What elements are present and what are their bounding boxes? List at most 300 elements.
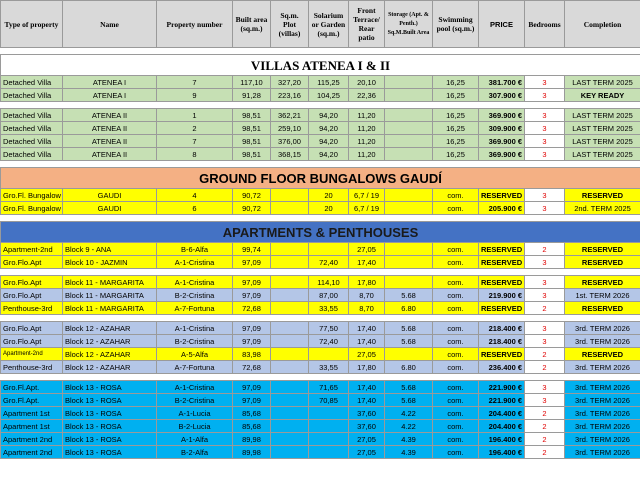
bedrooms: 3	[525, 148, 565, 161]
storage-area: 5.68	[385, 322, 433, 335]
property-name: ATENEA I	[63, 76, 157, 89]
property-number: A-1-Cristina	[157, 256, 233, 269]
property-number: A-1-Lucia	[157, 407, 233, 420]
col-header-storage: Storage (Apt. & Penth.) Sq.M.Built Area	[385, 1, 433, 48]
plot-area: 223,16	[271, 89, 309, 102]
terrace-area: 17,40	[349, 322, 385, 335]
built-area: 98,51	[233, 109, 271, 122]
built-area: 97,09	[233, 394, 271, 407]
pool-area: com.	[433, 322, 479, 335]
bedrooms: 2	[525, 433, 565, 446]
terrace-area: 11,20	[349, 122, 385, 135]
property-type: Apartment-2nd	[1, 243, 63, 256]
bedrooms: 3	[525, 135, 565, 148]
built-area: 72,68	[233, 302, 271, 315]
col-header-price: PRICE	[479, 1, 525, 48]
storage-area: 5.68	[385, 381, 433, 394]
garden-area	[309, 420, 349, 433]
property-type: Penthouse-3rd	[1, 302, 63, 315]
property-number: 4	[157, 189, 233, 202]
completion: LAST TERM 2025	[565, 109, 640, 122]
bedrooms: 2	[525, 407, 565, 420]
completion: RESERVED	[565, 276, 640, 289]
section-header-villas	[1, 55, 640, 76]
completion: LAST TERM 2025	[565, 122, 640, 135]
garden-area: 72,40	[309, 335, 349, 348]
price: 204.400 €	[479, 420, 525, 433]
pool-area: com.	[433, 407, 479, 420]
terrace-area: 6,7 / 19	[349, 202, 385, 215]
price: 369.900 €	[479, 109, 525, 122]
property-type: Gro.Fl. Bungalow	[1, 189, 63, 202]
property-number: 6	[157, 202, 233, 215]
completion: 1st. TERM 2026	[565, 289, 640, 302]
property-number: 2	[157, 122, 233, 135]
pool-area: com.	[433, 394, 479, 407]
bedrooms: 3	[525, 276, 565, 289]
completion: LAST TERM 2025	[565, 135, 640, 148]
built-area: 90,72	[233, 189, 271, 202]
property-name: ATENEA II	[63, 135, 157, 148]
completion: RESERVED	[565, 243, 640, 256]
property-number: A-7-Fortuna	[157, 361, 233, 374]
plot-area	[271, 202, 309, 215]
col-header-built: Built area (sq.m.)	[233, 1, 271, 48]
completion: 3rd. TERM 2026	[565, 407, 640, 420]
plot-area	[271, 361, 309, 374]
pool-area: com.	[433, 189, 479, 202]
garden-area: 72,40	[309, 256, 349, 269]
built-area: 97,09	[233, 276, 271, 289]
terrace-area: 11,20	[349, 109, 385, 122]
terrace-area: 8,70	[349, 302, 385, 315]
storage-area	[385, 276, 433, 289]
property-type: Gro.Flo.Apt	[1, 289, 63, 302]
pool-area: com.	[433, 256, 479, 269]
built-area: 99,74	[233, 243, 271, 256]
built-area: 97,09	[233, 322, 271, 335]
terrace-area: 6,7 / 19	[349, 189, 385, 202]
pool-area: com.	[433, 446, 479, 459]
garden-area	[309, 348, 349, 361]
bedrooms: 3	[525, 189, 565, 202]
bedrooms: 3	[525, 109, 565, 122]
price: 309.900 €	[479, 122, 525, 135]
storage-area: 4.39	[385, 446, 433, 459]
property-type: Apartment 2nd	[1, 433, 63, 446]
bedrooms: 3	[525, 256, 565, 269]
pool-area: com.	[433, 433, 479, 446]
col-header-number: Property number	[157, 1, 233, 48]
property-number: A-1-Cristina	[157, 276, 233, 289]
price: 236.400 €	[479, 361, 525, 374]
pool-area: com.	[433, 289, 479, 302]
table-row[interactable]	[1, 433, 640, 446]
property-name: Block 13 - ROSA	[63, 394, 157, 407]
property-name: Block 12 - AZAHAR	[63, 348, 157, 361]
terrace-area: 27,05	[349, 433, 385, 446]
property-type: Detached Villa	[1, 109, 63, 122]
property-name: ATENEA II	[63, 109, 157, 122]
col-header-garden: Solarium or Garden (sq.m.)	[309, 1, 349, 48]
plot-area: 259,10	[271, 122, 309, 135]
table-row[interactable]	[1, 322, 640, 335]
property-type: Gro.Flo.Apt	[1, 322, 63, 335]
property-type: Detached Villa	[1, 89, 63, 102]
bedrooms: 3	[525, 322, 565, 335]
bedrooms: 3	[525, 89, 565, 102]
terrace-area: 8,70	[349, 289, 385, 302]
property-type: Gro.Flo.Apt	[1, 335, 63, 348]
header-row	[1, 1, 640, 48]
built-area: 85,68	[233, 407, 271, 420]
terrace-area: 27,05	[349, 446, 385, 459]
bedrooms: 2	[525, 348, 565, 361]
property-name: Block 9 - ANA	[63, 243, 157, 256]
storage-area	[385, 189, 433, 202]
property-name: Block 13 - ROSA	[63, 381, 157, 394]
garden-area: 115,25	[309, 76, 349, 89]
property-type: Apartment-2nd	[1, 348, 63, 361]
pool-area: com.	[433, 302, 479, 315]
pool-area: com.	[433, 348, 479, 361]
bedrooms: 2	[525, 446, 565, 459]
pool-area: 16,25	[433, 122, 479, 135]
table-row[interactable]	[1, 256, 640, 269]
table-row[interactable]	[1, 109, 640, 122]
terrace-area: 22,36	[349, 89, 385, 102]
table-row[interactable]	[1, 446, 640, 459]
built-area: 98,51	[233, 135, 271, 148]
pool-area: com.	[433, 335, 479, 348]
plot-area	[271, 348, 309, 361]
storage-area: 6.80	[385, 361, 433, 374]
property-type: Gro.Flo.Apt	[1, 256, 63, 269]
section-header-apartments	[1, 222, 640, 243]
completion: 3rd. TERM 2026	[565, 335, 640, 348]
built-area: 72,68	[233, 361, 271, 374]
table-row[interactable]	[1, 122, 640, 135]
storage-area	[385, 256, 433, 269]
terrace-area: 27,05	[349, 243, 385, 256]
storage-area	[385, 109, 433, 122]
plot-area: 368,15	[271, 148, 309, 161]
terrace-area: 37,60	[349, 420, 385, 433]
plot-area	[271, 276, 309, 289]
terrace-area: 17,40	[349, 381, 385, 394]
property-name: Block 13 - ROSA	[63, 446, 157, 459]
storage-area	[385, 348, 433, 361]
built-area: 90,72	[233, 202, 271, 215]
garden-area: 77,50	[309, 322, 349, 335]
built-area: 91,28	[233, 89, 271, 102]
completion: LAST TERM 2025	[565, 76, 640, 89]
garden-area: 94,20	[309, 122, 349, 135]
property-name: Block 13 - ROSA	[63, 407, 157, 420]
table-row[interactable]	[1, 302, 640, 315]
plot-area	[271, 289, 309, 302]
price: RESERVED	[479, 243, 525, 256]
property-type: Detached Villa	[1, 148, 63, 161]
garden-area: 20	[309, 189, 349, 202]
price: 369.900 €	[479, 135, 525, 148]
garden-area	[309, 433, 349, 446]
col-header-type: Type of property	[1, 1, 63, 48]
terrace-area: 11,20	[349, 135, 385, 148]
property-name: GAUDI	[63, 189, 157, 202]
garden-area	[309, 407, 349, 420]
section-title: VILLAS ATENEA I & II	[1, 55, 640, 76]
pool-area: 16,25	[433, 76, 479, 89]
col-header-terrace: Front Terrace/ Rear patio	[349, 1, 385, 48]
plot-area	[271, 381, 309, 394]
table-row[interactable]	[1, 348, 640, 361]
property-type: Apartment 1st	[1, 420, 63, 433]
garden-area: 114,10	[309, 276, 349, 289]
property-type: Apartment 2nd	[1, 446, 63, 459]
pool-area: 16,25	[433, 89, 479, 102]
price: 196.400 €	[479, 446, 525, 459]
terrace-area: 20,10	[349, 76, 385, 89]
bedrooms: 3	[525, 289, 565, 302]
property-number: B-6-Alfa	[157, 243, 233, 256]
property-type: Gro.Fl.Apt.	[1, 394, 63, 407]
completion: 3rd. TERM 2026	[565, 433, 640, 446]
property-number: 8	[157, 148, 233, 161]
completion: RESERVED	[565, 302, 640, 315]
section-title: GROUND FLOOR BUNGALOWS GAUDÍ	[1, 168, 640, 189]
built-area: 83,98	[233, 348, 271, 361]
property-number: B-2-Cristina	[157, 289, 233, 302]
completion: 3rd. TERM 2026	[565, 381, 640, 394]
col-header-completion: Completion	[565, 1, 640, 48]
col-header-bedrooms: Bedrooms	[525, 1, 565, 48]
terrace-area: 17,40	[349, 394, 385, 407]
property-name: Block 11 - MARGARITA	[63, 276, 157, 289]
plot-area: 327,20	[271, 76, 309, 89]
property-number: 7	[157, 135, 233, 148]
table-row[interactable]	[1, 420, 640, 433]
built-area: 97,09	[233, 335, 271, 348]
terrace-area: 17,40	[349, 256, 385, 269]
property-number: B-2-Cristina	[157, 335, 233, 348]
bedrooms: 2	[525, 361, 565, 374]
completion: 3rd. TERM 2026	[565, 322, 640, 335]
completion: 3rd. TERM 2026	[565, 361, 640, 374]
property-number: B-2-Lucia	[157, 420, 233, 433]
storage-area	[385, 148, 433, 161]
table-row[interactable]	[1, 135, 640, 148]
plot-area	[271, 433, 309, 446]
table-row[interactable]	[1, 361, 640, 374]
built-area: 85,68	[233, 420, 271, 433]
terrace-area: 17,80	[349, 361, 385, 374]
pool-area: 16,25	[433, 135, 479, 148]
property-name: Block 13 - ROSA	[63, 433, 157, 446]
table-row[interactable]	[1, 394, 640, 407]
garden-area: 104,25	[309, 89, 349, 102]
garden-area: 33,55	[309, 302, 349, 315]
section-header-bungalows	[1, 168, 640, 189]
property-name: Block 11 - MARGARITA	[63, 289, 157, 302]
property-type: Gro.Fl. Bungalow	[1, 202, 63, 215]
completion: KEY READY	[565, 89, 640, 102]
table-row[interactable]	[1, 148, 640, 161]
pool-area: com.	[433, 276, 479, 289]
bedrooms: 2	[525, 302, 565, 315]
garden-area: 94,20	[309, 109, 349, 122]
price: 221.900 €	[479, 394, 525, 407]
plot-area	[271, 256, 309, 269]
price: 219.900 €	[479, 289, 525, 302]
plot-area	[271, 302, 309, 315]
property-number: B-2-Cristina	[157, 394, 233, 407]
plot-area	[271, 243, 309, 256]
garden-area: 20	[309, 202, 349, 215]
garden-area: 70,85	[309, 394, 349, 407]
completion: 2nd. TERM 2025	[565, 202, 640, 215]
property-name: ATENEA II	[63, 122, 157, 135]
table-row[interactable]	[1, 276, 640, 289]
plot-area	[271, 394, 309, 407]
storage-area: 4.22	[385, 407, 433, 420]
table-row[interactable]	[1, 381, 640, 394]
table-row[interactable]	[1, 76, 640, 89]
built-area: 89,98	[233, 446, 271, 459]
storage-area	[385, 122, 433, 135]
bedrooms: 2	[525, 420, 565, 433]
property-number: A-1-Cristina	[157, 381, 233, 394]
plot-area	[271, 335, 309, 348]
property-name: GAUDI	[63, 202, 157, 215]
price: 221.900 €	[479, 381, 525, 394]
property-name: ATENEA I	[63, 89, 157, 102]
pool-area: com.	[433, 361, 479, 374]
storage-area	[385, 76, 433, 89]
property-number: 7	[157, 76, 233, 89]
storage-area: 4.22	[385, 420, 433, 433]
property-number: A-1-Alfa	[157, 433, 233, 446]
property-type: Gro.Fl.Apt.	[1, 381, 63, 394]
bedrooms: 3	[525, 394, 565, 407]
built-area: 97,09	[233, 256, 271, 269]
price: 218.400 €	[479, 322, 525, 335]
price: 204.400 €	[479, 407, 525, 420]
property-name: Block 13 - ROSA	[63, 420, 157, 433]
completion: RESERVED	[565, 189, 640, 202]
completion: LAST TERM 2025	[565, 148, 640, 161]
plot-area	[271, 322, 309, 335]
price: 196.400 €	[479, 433, 525, 446]
storage-area	[385, 89, 433, 102]
table-row[interactable]	[1, 335, 640, 348]
garden-area: 33,55	[309, 361, 349, 374]
bedrooms: 3	[525, 335, 565, 348]
property-number: A-7-Fortuna	[157, 302, 233, 315]
price: 307.900 €	[479, 89, 525, 102]
bedrooms: 3	[525, 76, 565, 89]
col-header-pool: Swimming pool (sq.m.)	[433, 1, 479, 48]
storage-area	[385, 135, 433, 148]
plot-area	[271, 446, 309, 459]
pool-area: com.	[433, 420, 479, 433]
price: 381.700 €	[479, 76, 525, 89]
built-area: 98,51	[233, 148, 271, 161]
property-type: Gro.Flo.Apt	[1, 276, 63, 289]
price: 369.900 €	[479, 148, 525, 161]
plot-area	[271, 407, 309, 420]
garden-area: 94,20	[309, 148, 349, 161]
plot-area	[271, 420, 309, 433]
built-area: 97,09	[233, 381, 271, 394]
table-row[interactable]	[1, 89, 640, 102]
built-area: 97,09	[233, 289, 271, 302]
property-number: A-1-Cristina	[157, 322, 233, 335]
property-name: Block 12 - AZAHAR	[63, 361, 157, 374]
storage-area	[385, 202, 433, 215]
table-row[interactable]	[1, 202, 640, 215]
terrace-area: 11,20	[349, 148, 385, 161]
price: 205.900 €	[479, 202, 525, 215]
garden-area	[309, 243, 349, 256]
price: RESERVED	[479, 276, 525, 289]
completion: RESERVED	[565, 348, 640, 361]
pool-area: com.	[433, 202, 479, 215]
section-title: APARTMENTS & PENTHOUSES	[1, 222, 640, 243]
property-name: Block 11 - MARGARITA	[63, 302, 157, 315]
plot-area: 362,21	[271, 109, 309, 122]
property-type: Detached Villa	[1, 122, 63, 135]
col-header-plot: Sq.m. Plot (villas)	[271, 1, 309, 48]
storage-area: 5.68	[385, 335, 433, 348]
storage-area	[385, 243, 433, 256]
completion: 3rd. TERM 2026	[565, 420, 640, 433]
completion: RESERVED	[565, 256, 640, 269]
terrace-area: 37,60	[349, 407, 385, 420]
garden-area: 71,65	[309, 381, 349, 394]
terrace-area: 17,80	[349, 276, 385, 289]
property-number: B-2-Alfa	[157, 446, 233, 459]
built-area: 117,10	[233, 76, 271, 89]
garden-area	[309, 446, 349, 459]
storage-area: 5.68	[385, 289, 433, 302]
property-number: 9	[157, 89, 233, 102]
property-type: Detached Villa	[1, 76, 63, 89]
bedrooms: 3	[525, 381, 565, 394]
property-number: A-5-Alfa	[157, 348, 233, 361]
price: RESERVED	[479, 256, 525, 269]
property-name: Block 12 - AZAHAR	[63, 335, 157, 348]
table-row[interactable]	[1, 407, 640, 420]
property-type: Apartment 1st	[1, 407, 63, 420]
garden-area: 87,00	[309, 289, 349, 302]
bedrooms: 3	[525, 202, 565, 215]
completion: 3rd. TERM 2026	[565, 394, 640, 407]
terrace-area: 27,05	[349, 348, 385, 361]
table-row[interactable]	[1, 189, 640, 202]
garden-area: 94,20	[309, 135, 349, 148]
property-type: Detached Villa	[1, 135, 63, 148]
pool-area: 16,25	[433, 109, 479, 122]
plot-area	[271, 189, 309, 202]
property-type: Penthouse-3rd	[1, 361, 63, 374]
table-row[interactable]	[1, 243, 640, 256]
plot-area: 376,00	[271, 135, 309, 148]
storage-area: 6.80	[385, 302, 433, 315]
table-row[interactable]	[1, 289, 640, 302]
property-name: Block 12 - AZAHAR	[63, 322, 157, 335]
property-name: ATENEA II	[63, 148, 157, 161]
